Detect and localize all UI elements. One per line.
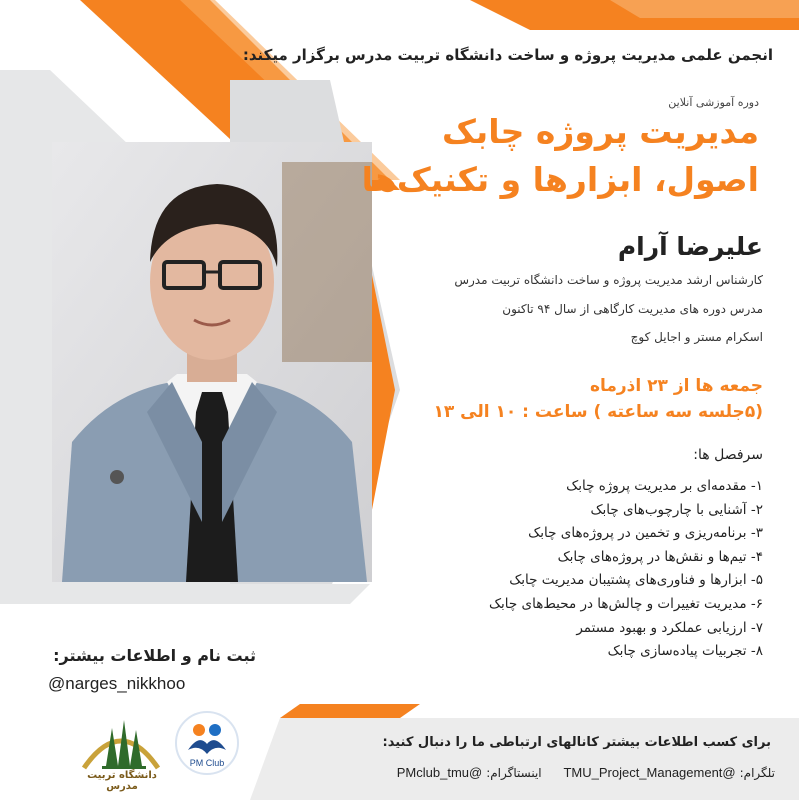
topic-item: ۶- مدیریت تغییرات و چالش‌ها در محیط‌های چابک (488, 595, 763, 612)
topic-item: ۸- تجربیات پیاده‌سازی چابک (607, 643, 763, 660)
pm-club-label: PM Club (189, 758, 225, 768)
schedule-days: جمعه ها از ۲۳ اذرماه (589, 376, 763, 396)
topics-list (489, 475, 763, 664)
follow-us-text: برای کسب اطلاعات بیشتر کانالهای ارتباطی ما را دنبال کنید: (382, 735, 771, 750)
registration-label: ثبت نام و اطلاعات بیشتر: (53, 646, 256, 665)
topic-item: ۲- آشنایی با چارچوب‌های چابک (590, 501, 763, 518)
instructor-bio-line: مدرس دوره های مدیریت کارگاهی از سال ۹۴ تاکنون (502, 302, 763, 316)
schedule-time: (۵جلسه سه ساعته ) ساعت : ۱۰ الی ۱۳ (433, 402, 763, 422)
telegram-label: تلگرام: (739, 766, 775, 780)
instructor-bio-line: کارشناس ارشد مدیریت پروژه و ساخت دانشگاه تربیت مدرس (454, 273, 763, 287)
social-links (393, 765, 775, 780)
instructor-photo (52, 142, 372, 582)
instagram-link[interactable]: @PMclub_tmu (396, 765, 483, 780)
topic-item: ۱- مقدمه‌ای بر مدیریت پروژه چابک (566, 478, 763, 494)
topic-item: ۳- برنامه‌ریزی و تخمین در پروژه‌های چابک (528, 525, 763, 542)
instructor-name: علیرضا آرام (617, 232, 763, 261)
course-type: دوره آموزشی آنلاین (668, 96, 759, 109)
university-name: دانشگاه تربیت مدرس (87, 770, 157, 792)
telegram-link[interactable]: @TMU_Project_Management (563, 765, 736, 780)
course-subtitle: اصول، ابزارها و تکنیک‌ها (361, 160, 759, 199)
registration-handle[interactable]: @narges_nikkhoo (48, 674, 186, 693)
organizer-intro: انجمن علمی مدیریت پروژه و ساخت دانشگاه تربیت مدرس برگزار میکند: (242, 46, 773, 64)
instagram-label: اینستاگرام: (486, 766, 542, 780)
topic-item: ۴- تیم‌ها و نقش‌ها در پروژه‌های چابک (557, 548, 763, 565)
course-title: مدیریت پروژه چابک (442, 112, 759, 151)
topics-heading: سرفصل ها: (693, 447, 763, 463)
topic-item: ۵- ابزارها و فناوری‌های پشتیبان مدیریت چابک (509, 572, 763, 589)
instructor-bio-line: اسکرام مستر و اجایل کوچ (630, 330, 763, 344)
topic-item: ۷- ارزیابی عملکرد و بهبود مستمر (576, 619, 763, 636)
